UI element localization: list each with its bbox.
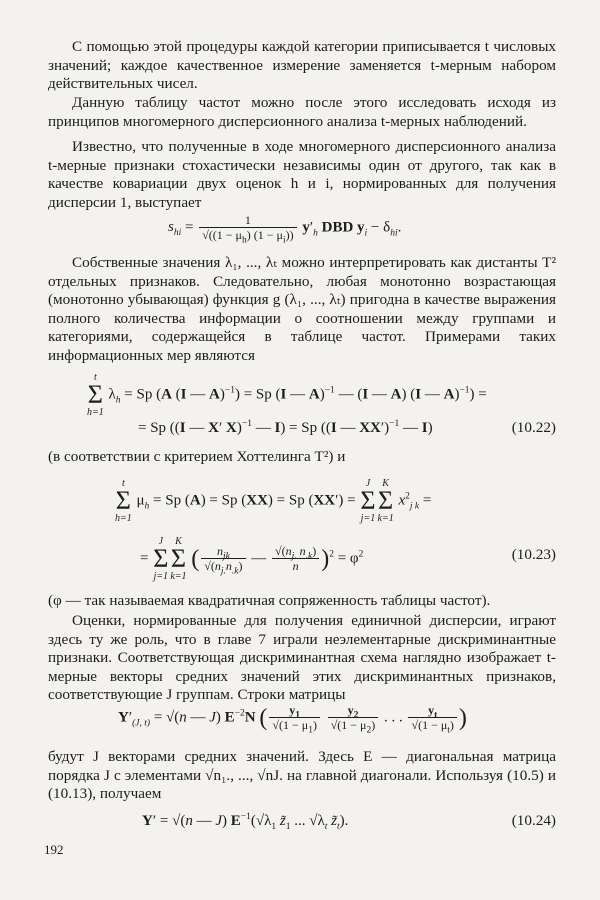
formula-shi: $s_{hi}$ = $\frac{1}{√((1 - \mu_h) (1 - \mu_i))}$ $y'_h$ DBD $y_i - \delta_{hi}$. bbox=[168, 213, 402, 246]
paragraph-4: Собственные значения λ₁, ..., λₜ можно интерпретировать как дистанты T² отдельных признаков. Следовательно, любая монотонно возрастающая (монотонно убывающая) функция g (λ₁, ..., λₜ) пригодна в качестве выражения полного количества информации о соотношении между группами и категориями, содержащейся в таблице частот. Примерами таких информационных мер являются bbox=[48, 254, 556, 364]
equation-number-10-24: (10.24) bbox=[511, 812, 556, 829]
page-number: 192 bbox=[44, 842, 64, 857]
paragraph-2: Данную таблицу частот можно после этого исследовать исходя из принципов многомерного дисперсионного анализа t-мерных наблюдений. bbox=[48, 94, 556, 130]
paragraph-8: будут J векторами средних значений. Здесь E — диагональная матрица порядка J с элементами √n₁., ..., √nJ. на главной диагонали. Используя (10.5) и (10.13), получаем bbox=[48, 748, 556, 803]
formula-y-matrix: $Y'_{(J, t)} = √(n$ — J) $E^{-2}N$ ( $\frac{y_1}{√(1 - \mu_1)}$ $\frac{y_2}{√(1 - \mu_2)}$ . . . $\frac{y_t}{√(1 - \mu_t)}$ ) bbox=[118, 703, 467, 736]
formula-10-23-line1: t Σ h=1 $\mu_h = Sp$ (A) = Sp (XX) = Sp (XX′) = J Σ j=1 K Σ k=1 $x^2_{j k}$ = bbox=[115, 478, 432, 524]
equation-number-10-23: (10.23) bbox=[511, 546, 556, 563]
equation-number-10-22: (10.22) bbox=[511, 419, 556, 436]
paragraph-1: С помощью этой процедуры каждой категории приписывается t числовых значений; каждое качественное измерение заменяется t-мерным набором действительных чисел. bbox=[48, 38, 556, 93]
paragraph-5: (в соответствии с критерием Хоттелинга T²) и bbox=[48, 448, 346, 465]
paragraph-3: Известно, что полученные в ходе многомерного дисперсионного анализа t-мерные признаки стохастически независимы один от другого, так как в качестве ковариации двух оценок h и i, нормированных для получения дисперсии 1, выступает bbox=[48, 138, 556, 211]
formula-10-24: Y′ = √(n — J) $E^{-1}(√\lambda_1$ $z̃_1$ ... $√\lambda_t$ $z̃_t$). bbox=[142, 812, 349, 832]
formula-10-22-line2: = Sp ((I — X′ X)$^{-1}$ — I) = Sp ((I — XX′)$^{-1}$ — I) bbox=[138, 419, 433, 436]
formula-10-22-line1: t Σ h=1 $\lambda_h = Sp$ (A (I — A)$^{-1}$) = Sp (I — A)$^{-1}$ — (I — A) (I — A)$^{-1}$) = bbox=[87, 372, 487, 418]
paragraph-6: (φ — так называемая квадратичная сопряженность таблицы частот). bbox=[48, 592, 491, 609]
formula-10-23-line2: = J Σ j=1 K Σ k=1 ( $\frac{n_{jk}}{√(n_{j.}n_{.k})}$ — $\frac{√(n_{j.} n_{.k})}{n}$ )$^2 = \varphi^2$ bbox=[140, 536, 364, 582]
paragraph-7: Оценки, нормированные для получения единичной дисперсии, играют здесь ту же роль, что в главе 7 играли неэлементарные дискриминантные признаки. Соответствующая дискриминантная схема наглядно изображает t-мерные векторы средних значений этих дискриминантных признаков, соответствующие J группам. Строки матрицы bbox=[48, 612, 556, 704]
